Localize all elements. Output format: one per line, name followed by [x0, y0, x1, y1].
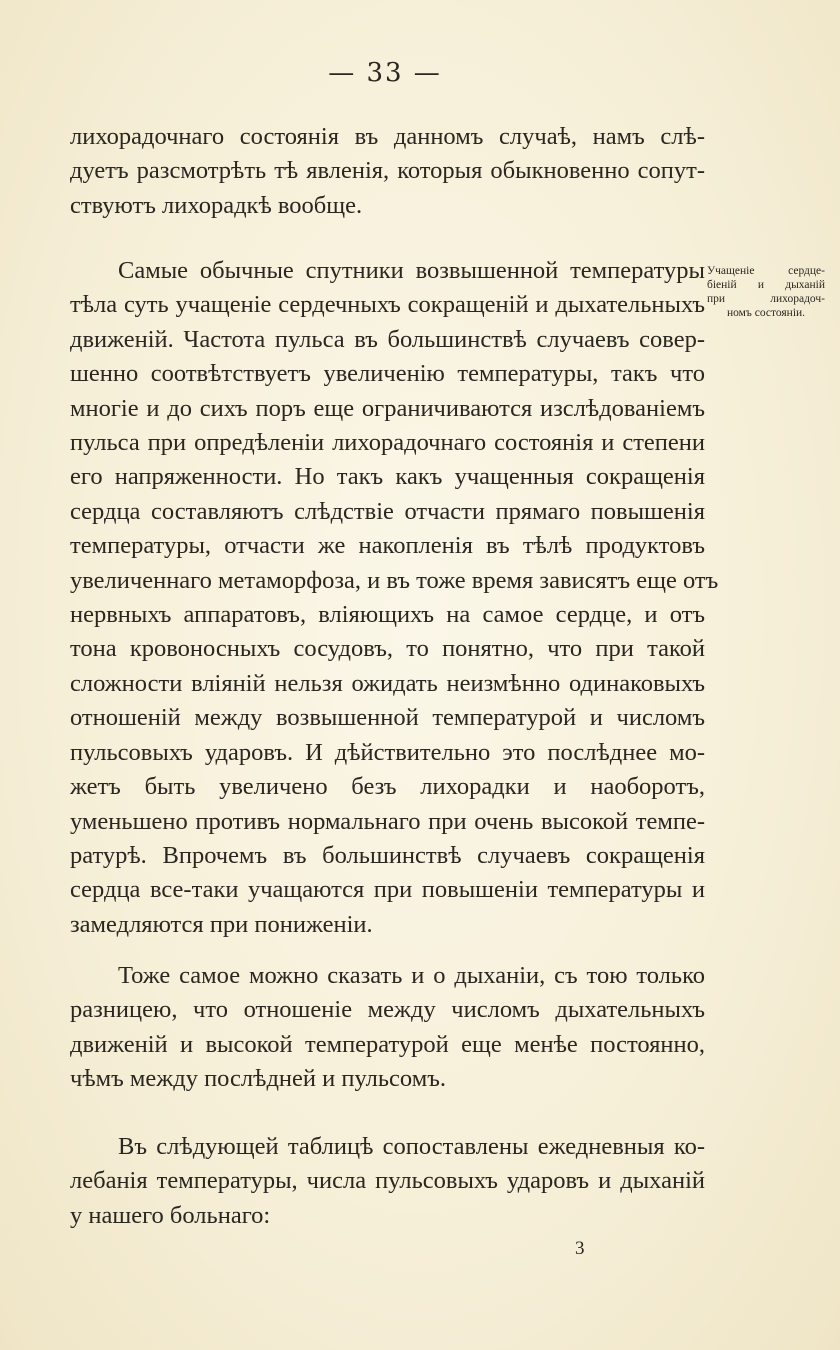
- text-line: у нашего больнаго:: [70, 1201, 271, 1229]
- paragraph-1: [70, 120, 705, 223]
- text-line: ратурѣ. Впрочемъ въ большинствѣ случаевъ сокращенія: [70, 841, 705, 869]
- text-line: Въ слѣдующей таблицѣ сопоставлены ежедневныя ко-: [118, 1133, 705, 1160]
- text-line: нервныхъ аппаратовъ, вліяющихъ на самое сердце, и отъ: [70, 601, 705, 629]
- text-line: сердца составляютъ слѣдствіе отчасти прямаго повышенія: [70, 497, 705, 525]
- text-line: чѣмъ между послѣдней и пульсомъ.: [70, 1065, 447, 1093]
- text-line: лебанія температуры, числа пульсовыхъ ударовъ и дыханій: [70, 1167, 705, 1195]
- text-line: жетъ быть увеличено безъ лихорадки и наоборотъ,: [70, 773, 705, 801]
- text-line: увеличеннаго метаморфоза, и въ тоже время зависятъ еще отъ: [70, 566, 719, 594]
- paragraph-4: [70, 1130, 705, 1233]
- margin-note-line: при лихорадоч-: [707, 293, 825, 305]
- text-line: Тоже самое можно сказать и о дыханіи, съ тою только: [118, 962, 705, 989]
- text-line: движеній. Частота пульса въ большинствѣ случаевъ совер-: [70, 325, 705, 353]
- text-line: уменьшено противъ нормальнаго при очень высокой темпе-: [70, 807, 705, 835]
- signature-mark: 3: [575, 1238, 585, 1259]
- text-line: тѣла суть учащеніе сердечныхъ сокращеній и дыхательныхъ: [70, 291, 705, 319]
- text-line: лихорадочнаго состоянія въ данномъ случаѣ, намъ слѣ-: [70, 123, 705, 150]
- margin-note-line: біеній и дыханій: [707, 279, 825, 291]
- text-line: тона кровоносныхъ сосудовъ, то понятно, что при такой: [70, 635, 705, 663]
- text-line: замедляются при пониженіи.: [70, 910, 373, 938]
- text-line: многіе и до сихъ поръ еще ограничиваются изслѣдованіемъ: [70, 394, 705, 422]
- page-number-header: — 33 —: [328, 58, 442, 88]
- text-line: разницею, что отношеніе между числомъ дыхательныхъ: [70, 996, 705, 1024]
- text-line: шенно соотвѣтствуетъ увеличенію температуры, такъ что: [70, 360, 705, 388]
- text-line: сложности вліяній нельзя ожидать неизмѣнно одинаковыхъ: [70, 669, 705, 697]
- text-line: движеній и высокой температурой еще менѣе постоянно,: [70, 1030, 705, 1058]
- text-line: отношеній между возвышенной температурой и числомъ: [70, 704, 705, 732]
- text-line: Самые обычные спутники возвышенной температуры: [118, 257, 705, 284]
- text-line: пульса при опредѣленіи лихорадочнаго состоянія и степени: [70, 429, 705, 457]
- paragraph-2: [70, 254, 719, 942]
- text-line: дуетъ разсмотрѣть тѣ явленія, которыя обыкновенно сопут-: [70, 157, 705, 185]
- text-line: температуры, отчасти же накопленія въ тѣлѣ продуктовъ: [70, 532, 705, 560]
- text-line: пульсовыхъ ударовъ. И дѣйствительно это послѣднее мо-: [70, 738, 705, 766]
- paragraph-3: [70, 959, 705, 1097]
- margin-note-line: номъ состояніи.: [726, 307, 806, 319]
- text-line: ствуютъ лихорадкѣ вообще.: [70, 191, 363, 219]
- margin-note-line: Учащеніе сердце-: [707, 265, 825, 277]
- text-line: сердца все-таки учащаются при повышеніи температуры и: [70, 876, 705, 904]
- text-line: его напряженности. Но такъ какъ учащенныя сокращенія: [70, 463, 705, 491]
- margin-note: [707, 264, 825, 320]
